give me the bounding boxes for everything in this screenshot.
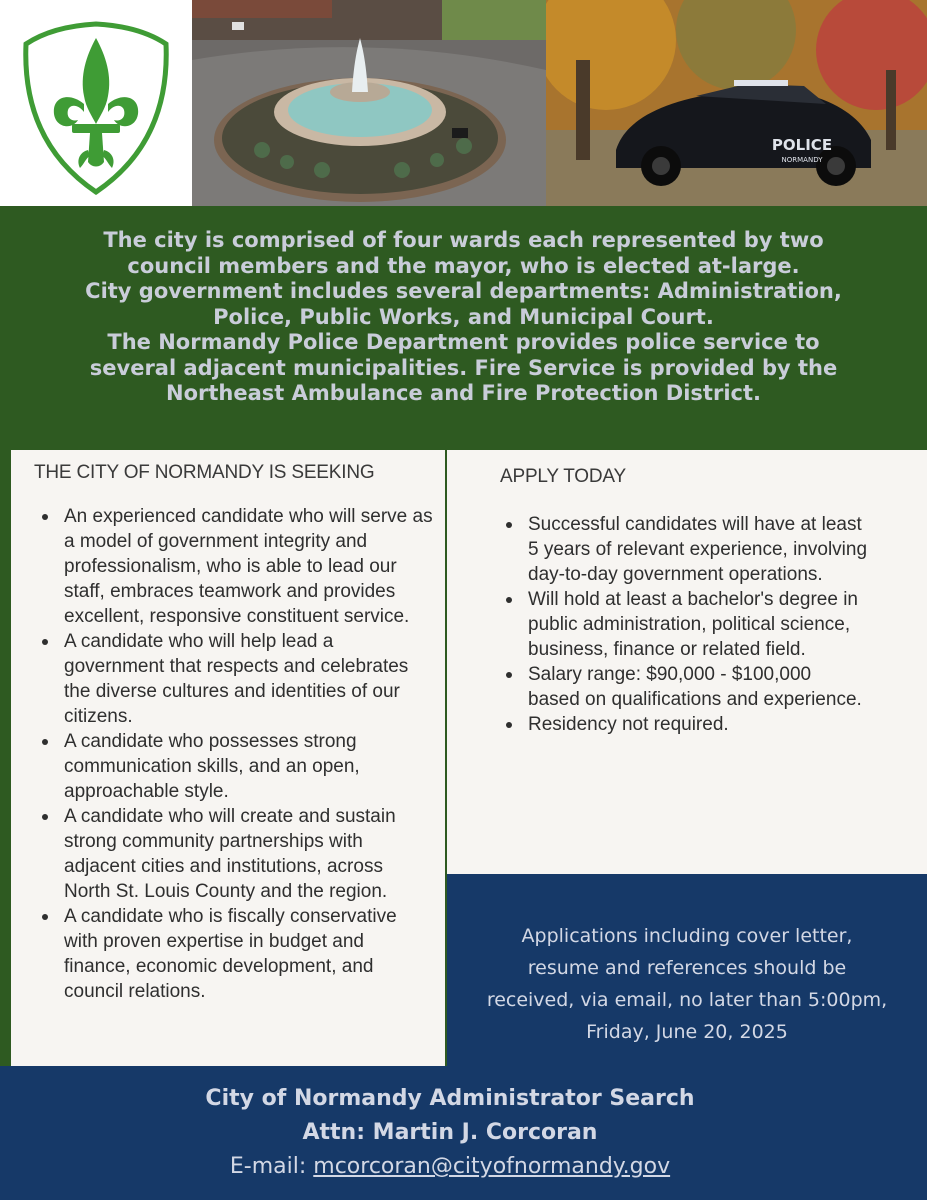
deadline-line: Friday, June 20, 2025: [586, 1021, 788, 1043]
seeking-list: [34, 504, 434, 1004]
city-logo: [0, 0, 192, 206]
list-item: A candidate who is fiscally conservative with proven expertise in budget and finance, economic development, and council relations.: [34, 904, 434, 1004]
contact-attn: Attn: Martin J. Corcoran: [302, 1120, 598, 1145]
list-item: An experienced candidate who will serve as a model of government integrity and professionalism, who is able to lead our staff, embraces teamwork and provides excellent, responsive constituent service.: [34, 504, 434, 629]
email-label: E-mail:: [229, 1154, 314, 1179]
police-car-subtext: NORMANDY: [781, 156, 823, 164]
police-car-text: POLICE: [771, 136, 833, 154]
deadline-line: received, via email, no later than 5:00pm,: [486, 989, 888, 1011]
seeking-heading: THE CITY OF NORMANDY IS SEEKING: [34, 462, 375, 483]
intro-line: The Normandy Police Department provides police service to: [107, 330, 820, 354]
email-link[interactable]: mcorcoran@cityofnormandy.gov: [313, 1154, 671, 1179]
list-item: Residency not required.: [498, 712, 868, 737]
intro-line: several adjacent municipalities. Fire Service is provided by the: [89, 355, 838, 380]
police-car-photo: [546, 0, 927, 206]
deadline-line: Applications including cover letter,: [521, 925, 853, 947]
fountain-roundabout-photo: [192, 0, 546, 206]
deadline-line: resume and references should be: [527, 957, 847, 979]
list-item: A candidate who will create and sustain strong community partnerships with adjacent cities and institutions, across North St. Louis County and the region.: [34, 804, 434, 904]
contact-email-line: [0, 1154, 900, 1179]
intro-line: Northeast Ambulance and Fire Protection District.: [166, 381, 761, 405]
intro-line: Police, Public Works, and Municipal Court.: [213, 304, 714, 329]
intro-text: [20, 228, 907, 407]
list-item: Successful candidates will have at least 5 years of relevant experience, involving day-to-day government operations.: [498, 512, 868, 587]
header-image-band: [0, 0, 927, 206]
apply-heading: APPLY TODAY: [500, 466, 626, 487]
list-item: A candidate who will help lead a government that respects and celebrates the diverse cultures and identities of our citizens.: [34, 629, 434, 729]
intro-line: City government includes several departments: Administration,: [85, 279, 842, 303]
fleur-de-lis-icon: [0, 0, 192, 206]
deadline-text: [455, 920, 919, 1048]
list-item: A candidate who possesses strong communication skills, and an open, approachable style.: [34, 729, 434, 804]
contact-title: City of Normandy Administrator Search: [205, 1086, 695, 1111]
apply-list: [498, 512, 868, 737]
intro-line: council members and the mayor, who is elected at-large.: [127, 253, 800, 278]
list-item: Salary range: $90,000 - $100,000 based on qualifications and experience.: [498, 662, 868, 712]
list-item: Will hold at least a bachelor's degree in public administration, political science, business, finance or related field.: [498, 587, 868, 662]
intro-line: The city is comprised of four wards each represented by two: [103, 228, 824, 252]
